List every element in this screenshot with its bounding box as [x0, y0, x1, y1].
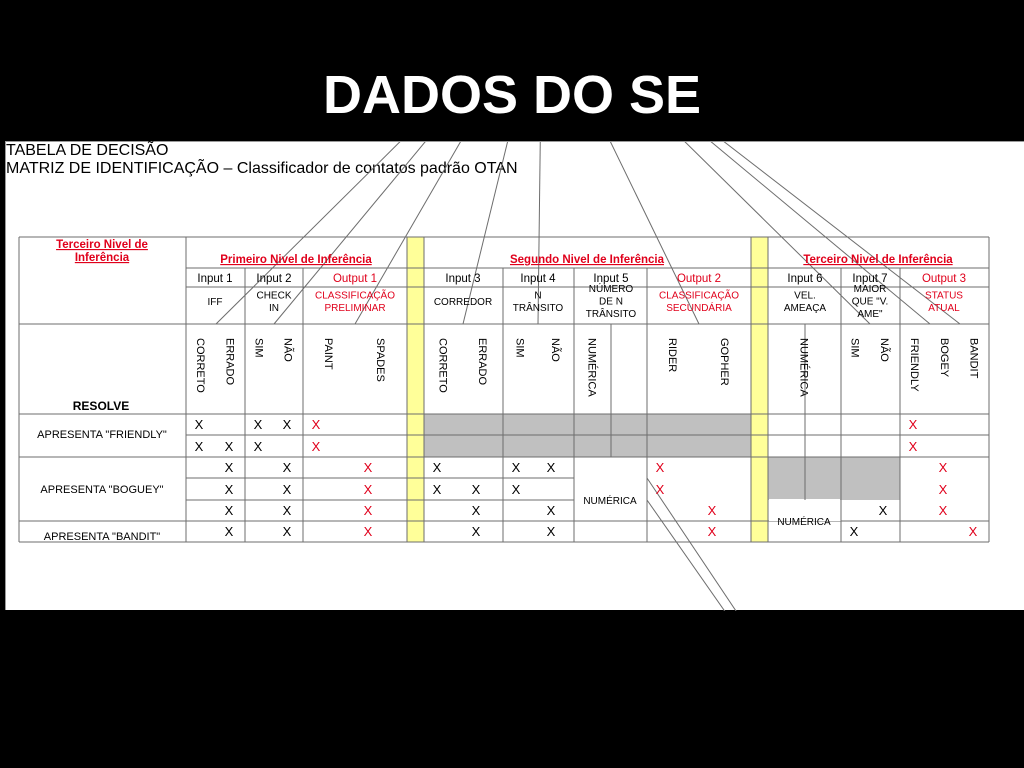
group-detail: CHECK	[256, 290, 292, 302]
group-label: Input 2	[256, 273, 292, 285]
group-label: Output 1	[332, 273, 378, 285]
group-detail: AME"	[857, 309, 883, 320]
cell-mark: X	[471, 524, 481, 539]
group-label: Output 3	[921, 273, 967, 285]
group-detail: QUE "V.	[851, 296, 889, 308]
group-label: Output 2	[676, 273, 722, 285]
separator-band	[751, 237, 768, 542]
group-detail: MAIOR	[853, 284, 887, 295]
column-header: NÃO	[549, 338, 561, 362]
group-detail: IN	[269, 303, 279, 314]
group-label: Input 4	[520, 273, 556, 285]
corner-label: Inferência	[74, 252, 130, 264]
group-detail: CLASSIFICAÇÃO	[314, 290, 396, 302]
cell-mark: X	[224, 503, 234, 518]
column-header: NUMÉRICA	[797, 338, 810, 397]
cell-mark: X	[471, 503, 481, 518]
column-header: ERRADO	[476, 338, 488, 386]
cell-mark: X	[282, 503, 292, 518]
cell-mark: X	[363, 524, 373, 539]
cell-mark: X	[471, 482, 481, 497]
shaded-block	[768, 457, 900, 500]
level-header: Primeiro Nivel de Inferência	[220, 254, 372, 266]
group-detail: ATUAL	[928, 303, 960, 314]
group-detail: PRELIMINAR	[324, 303, 386, 314]
group-detail: CORREDOR	[433, 297, 493, 308]
row-label: APRESENTA "BOGUEY"	[40, 484, 164, 496]
group-label: Input 6	[787, 273, 823, 285]
group-detail: VEL.	[794, 290, 816, 302]
cell-mark: X	[282, 460, 292, 475]
group-detail: N	[534, 290, 542, 302]
column-header: FRIENDLY	[908, 338, 920, 392]
document-subtitle: MATRIZ DE IDENTIFICAÇÃO – Classificador de contatos padrão OTAN	[6, 160, 518, 177]
cell-mark: X	[511, 460, 521, 475]
cell-mark: X	[546, 503, 556, 518]
group-detail: SECUNDÁRIA	[666, 303, 732, 314]
merged-label: NUMÉRICA	[777, 517, 831, 528]
column-header: NÃO	[878, 338, 890, 362]
cell-mark: X	[432, 482, 442, 497]
column-header: CORRETO	[194, 338, 206, 393]
group-detail: CLASSIFICAÇÃO	[658, 290, 740, 302]
group-label: Input 1	[197, 273, 233, 285]
level-header: Terceiro Nivel de Inferência	[803, 254, 953, 266]
cell-mark: X	[282, 524, 292, 539]
cell-mark: X	[363, 460, 373, 475]
column-header: NUMÉRICA	[585, 338, 598, 397]
cell-mark: X	[224, 439, 234, 454]
separator-band	[407, 237, 424, 542]
column-header: GOPHER	[718, 338, 730, 386]
level-header: Segundo Nivel de Inferência	[509, 254, 665, 266]
cell-mark: X	[655, 482, 665, 497]
cell-mark: X	[282, 417, 292, 432]
column-header: PAINT	[322, 338, 334, 370]
cell-mark: X	[655, 460, 665, 475]
cell-mark: X	[849, 524, 859, 539]
group-detail: AMEAÇA	[783, 303, 827, 314]
column-header: RIDER	[666, 338, 678, 373]
cell-mark: X	[707, 524, 717, 539]
cell-mark: X	[707, 503, 717, 518]
cell-mark: X	[311, 417, 321, 432]
group-label: Input 7	[852, 273, 888, 285]
cell-mark: X	[432, 460, 442, 475]
column-header: SPADES	[374, 338, 386, 382]
cell-mark: X	[938, 482, 948, 497]
cell-mark: X	[282, 482, 292, 497]
row-label: APRESENTA "FRIENDLY"	[37, 429, 167, 441]
group-detail: STATUS	[925, 290, 963, 302]
cell-mark: X	[546, 460, 556, 475]
merged-label: NUMÉRICA	[583, 496, 637, 507]
cell-mark: X	[253, 417, 263, 432]
group-label: Input 3	[445, 273, 481, 285]
column-header: CORRETO	[436, 338, 449, 393]
cell-mark: X	[938, 503, 948, 518]
column-header: NÃO	[281, 338, 294, 362]
column-header: SIM	[513, 338, 526, 358]
cell-mark: X	[224, 460, 234, 475]
column-header: SIM	[252, 338, 265, 358]
cell-mark: X	[253, 439, 263, 454]
corner-label: Terceiro Nivel de	[56, 239, 148, 251]
cell-mark: X	[878, 503, 888, 518]
cell-mark: X	[938, 460, 948, 475]
cell-mark: X	[363, 503, 373, 518]
document-panel	[5, 141, 1024, 610]
cell-mark: X	[908, 439, 918, 454]
column-header: BANDIT	[967, 338, 980, 379]
row-label: APRESENTA "BANDIT"	[43, 531, 161, 543]
document-title: TABELA DE DECISÃO	[6, 142, 169, 159]
cell-mark: X	[311, 439, 321, 454]
decision-matrix-table	[6, 142, 1024, 611]
cell-mark: X	[968, 524, 978, 539]
cell-mark: X	[224, 482, 234, 497]
column-header: BOGEY	[938, 338, 950, 378]
group-label: Input 5	[593, 273, 629, 285]
cell-mark: X	[194, 417, 204, 432]
resolve-label: RESOLVE	[72, 399, 130, 413]
cell-mark: X	[224, 524, 234, 539]
group-detail: NÚMERO	[588, 284, 634, 295]
cell-mark: X	[511, 482, 521, 497]
group-detail: TRÂNSITO	[585, 309, 637, 320]
cell-mark: X	[908, 417, 918, 432]
slide-title: DADOS DO SE	[322, 65, 702, 125]
cell-mark: X	[194, 439, 204, 454]
cell-mark: X	[546, 524, 556, 539]
group-detail: DE N	[599, 296, 623, 308]
cell-mark: X	[363, 482, 373, 497]
column-header: SIM	[848, 338, 861, 358]
group-detail: IFF	[207, 297, 223, 308]
group-detail: TRÂNSITO	[512, 303, 564, 314]
column-header: ERRADO	[223, 338, 236, 386]
